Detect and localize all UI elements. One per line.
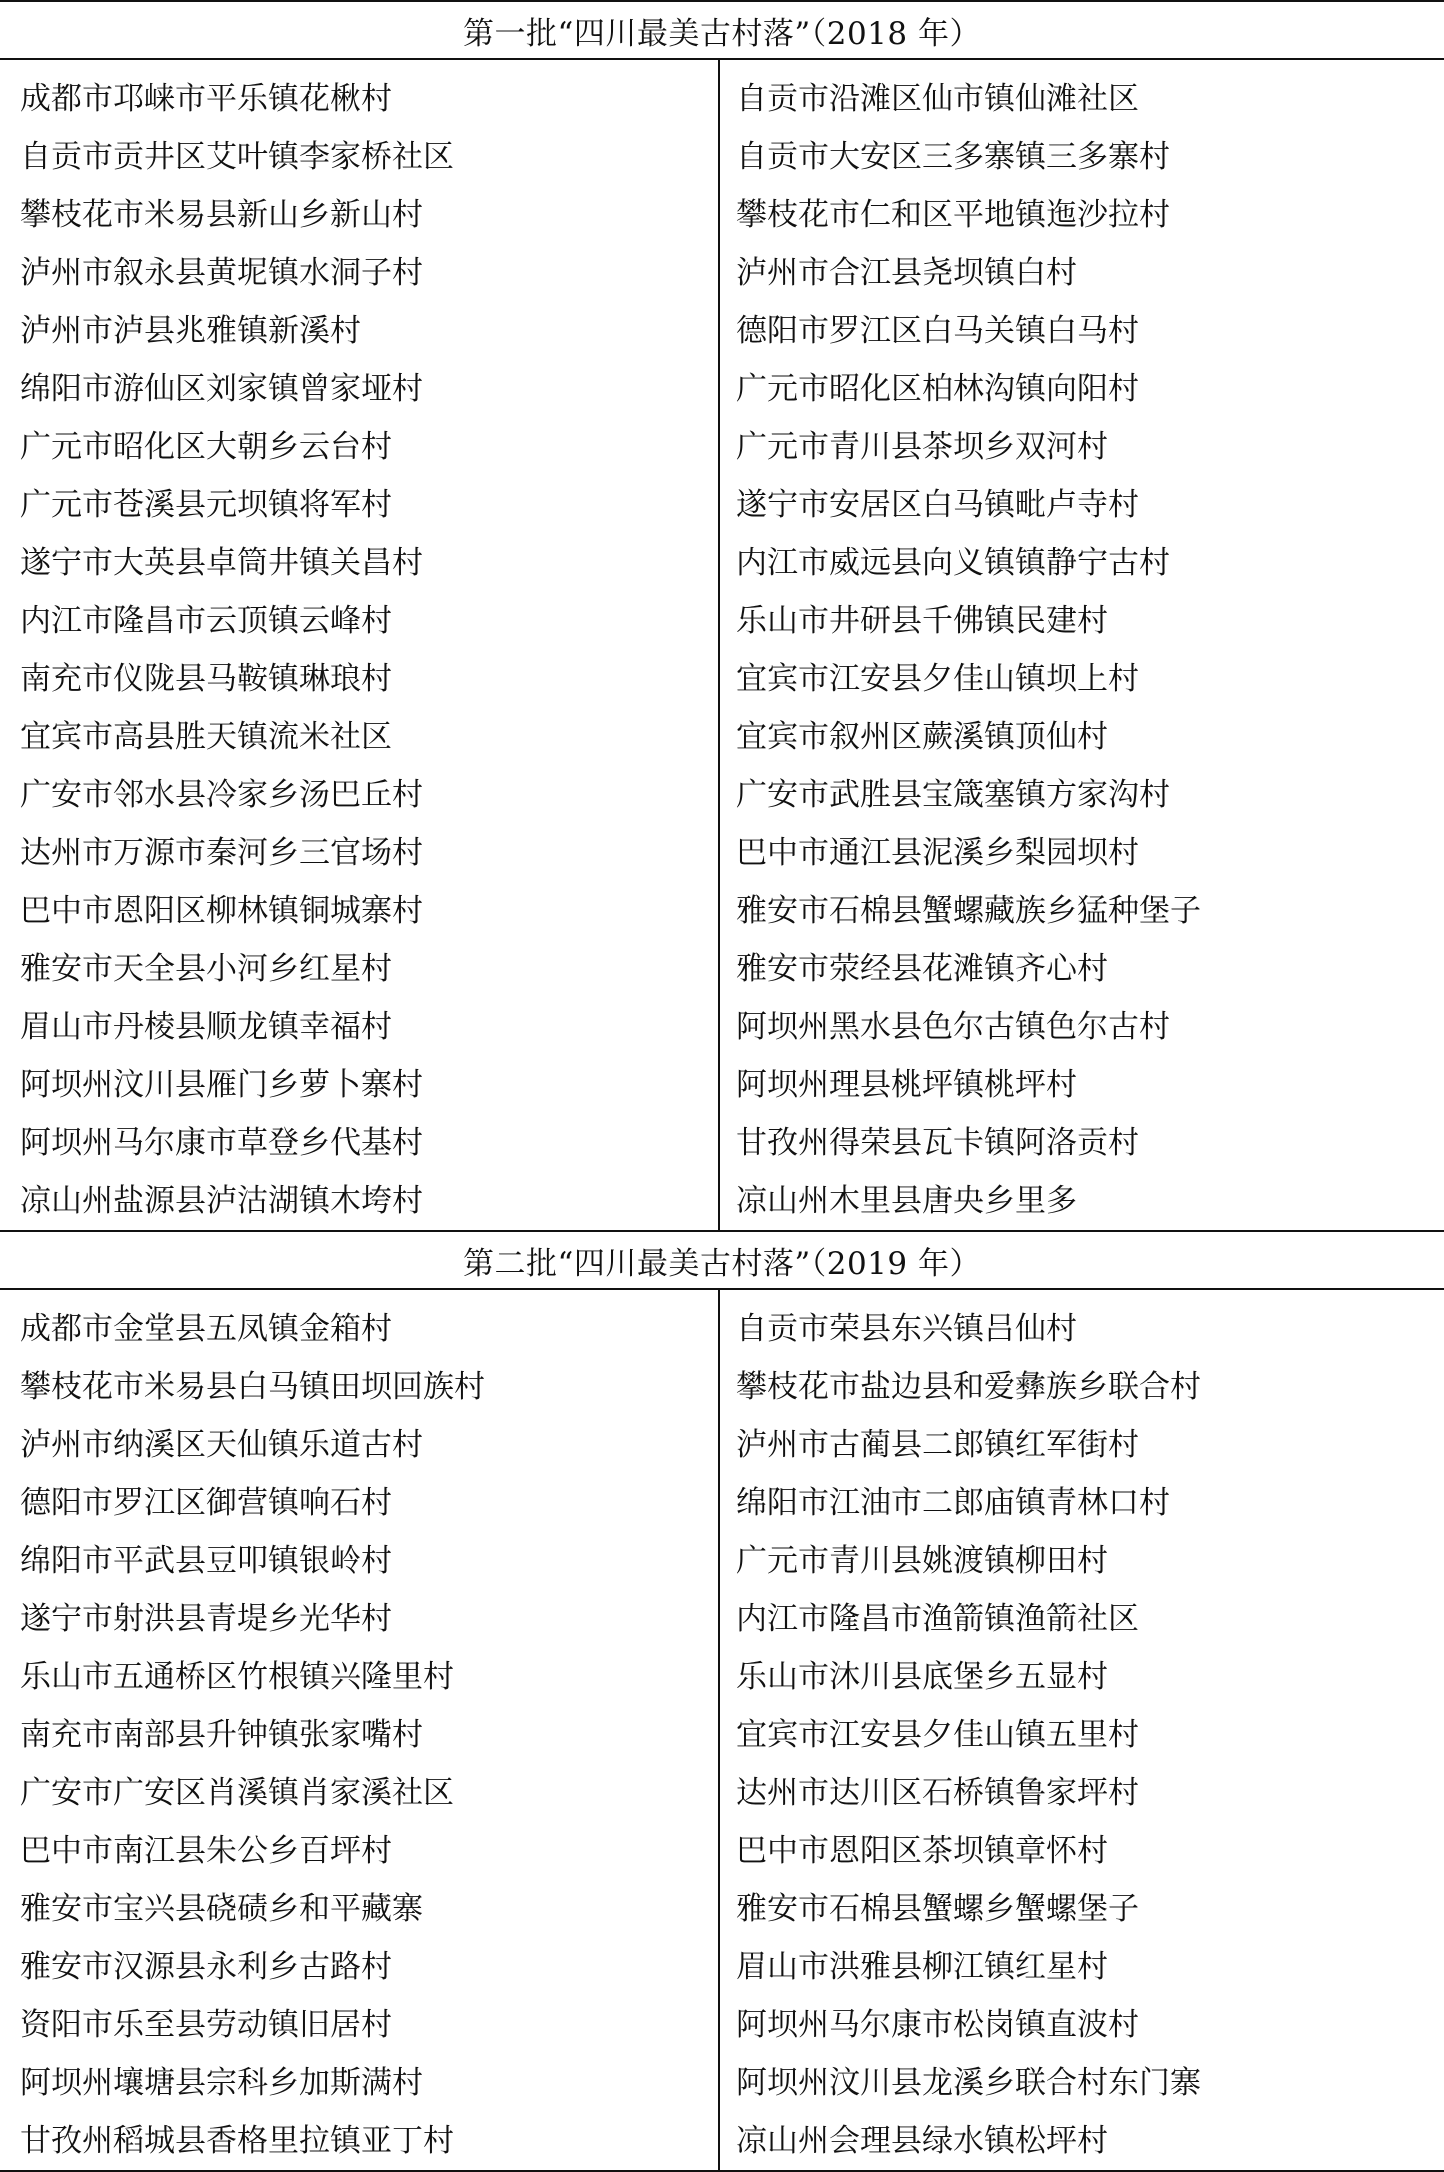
village-cell-left: 德阳市罗江区御营镇响石村 bbox=[0, 1470, 719, 1528]
village-cell-left: 遂宁市射洪县青堤乡光华村 bbox=[0, 1586, 719, 1644]
village-cell-left: 泸州市叙永县黄坭镇水洞子村 bbox=[0, 240, 719, 298]
table-row bbox=[0, 1818, 1444, 1876]
village-cell-left: 巴中市恩阳区柳林镇铜城寨村 bbox=[0, 878, 719, 936]
table-row bbox=[0, 1412, 1444, 1470]
village-cell-right: 雅安市石棉县蟹螺藏族乡猛种堡子 bbox=[736, 892, 1201, 929]
village-cell-left: 遂宁市大英县卓筒井镇关昌村 bbox=[0, 530, 719, 588]
village-cell-left: 达州市万源市秦河乡三官场村 bbox=[0, 820, 719, 878]
table-row bbox=[0, 124, 1444, 182]
village-cell-left: 攀枝花市米易县白马镇田坝回族村 bbox=[0, 1354, 719, 1412]
village-cell-right: 自贡市大安区三多寨镇三多寨村 bbox=[736, 138, 1170, 175]
village-cell-right: 德阳市罗江区白马关镇白马村 bbox=[736, 312, 1139, 349]
village-cell-right: 乐山市井研县千佛镇民建村 bbox=[736, 602, 1108, 639]
village-cell-left: 攀枝花市米易县新山乡新山村 bbox=[0, 182, 719, 240]
table-row bbox=[0, 1702, 1444, 1760]
village-cell-right: 内江市隆昌市渔箭镇渔箭社区 bbox=[736, 1600, 1139, 1637]
table-row bbox=[0, 1470, 1444, 1528]
table-row bbox=[0, 1876, 1444, 1934]
village-cell-right: 阿坝州马尔康市松岗镇直波村 bbox=[736, 2006, 1139, 2043]
village-table-body bbox=[0, 1, 1444, 2171]
village-cell-left: 雅安市天全县小河乡红星村 bbox=[0, 936, 719, 994]
village-cell-left: 泸州市泸县兆雅镇新溪村 bbox=[0, 298, 719, 356]
table-row bbox=[0, 182, 1444, 240]
village-cell-left: 南充市仪陇县马鞍镇琳琅村 bbox=[0, 646, 719, 704]
table-row bbox=[0, 414, 1444, 472]
section-title: 第二批“四川最美古村落”（2019 年） bbox=[0, 1231, 1444, 1289]
village-cell-left: 广元市苍溪县元坝镇将军村 bbox=[0, 472, 719, 530]
village-cell-right: 泸州市合江县尧坝镇白村 bbox=[736, 254, 1077, 291]
village-cell-left: 南充市南部县升钟镇张家嘴村 bbox=[0, 1702, 719, 1760]
village-cell-left: 自贡市贡井区艾叶镇李家桥社区 bbox=[0, 124, 719, 182]
village-cell-right: 攀枝花市盐边县和爱彝族乡联合村 bbox=[736, 1368, 1201, 1405]
table-row bbox=[0, 1528, 1444, 1586]
village-cell-right: 巴中市通江县泥溪乡梨园坝村 bbox=[736, 834, 1139, 871]
village-cell-right: 巴中市恩阳区茶坝镇章怀村 bbox=[736, 1832, 1108, 1869]
village-cell-left: 阿坝州壤塘县宗科乡加斯满村 bbox=[0, 2050, 719, 2108]
village-cell-right: 雅安市荥经县花滩镇齐心村 bbox=[736, 950, 1108, 987]
village-cell-right: 凉山州木里县唐央乡里多 bbox=[736, 1182, 1077, 1219]
village-cell-left: 绵阳市游仙区刘家镇曾家垭村 bbox=[0, 356, 719, 414]
table-row bbox=[0, 1760, 1444, 1818]
table-row bbox=[0, 878, 1444, 936]
table-row bbox=[0, 1644, 1444, 1702]
village-cell-left: 泸州市纳溪区天仙镇乐道古村 bbox=[0, 1412, 719, 1470]
village-cell-left: 凉山州盐源县泸沽湖镇木垮村 bbox=[0, 1168, 719, 1231]
village-cell-right: 宜宾市江安县夕佳山镇坝上村 bbox=[736, 660, 1139, 697]
table-row bbox=[0, 936, 1444, 994]
village-cell-right: 雅安市石棉县蟹螺乡蟹螺堡子 bbox=[736, 1890, 1139, 1927]
village-cell-right: 绵阳市江油市二郎庙镇青林口村 bbox=[736, 1484, 1170, 1521]
village-cell-right: 泸州市古蔺县二郎镇红军街村 bbox=[736, 1426, 1139, 1463]
section-header-row bbox=[0, 1, 1444, 59]
village-cell-right: 宜宾市江安县夕佳山镇五里村 bbox=[736, 1716, 1139, 1753]
village-cell-right: 自贡市沿滩区仙市镇仙滩社区 bbox=[736, 80, 1139, 117]
village-cell-left: 内江市隆昌市云顶镇云峰村 bbox=[0, 588, 719, 646]
table-row bbox=[0, 530, 1444, 588]
village-cell-right: 广元市青川县茶坝乡双河村 bbox=[736, 428, 1108, 465]
village-cell-right: 眉山市洪雅县柳江镇红星村 bbox=[736, 1948, 1108, 1985]
table-row bbox=[0, 240, 1444, 298]
village-cell-right: 攀枝花市仁和区平地镇迤沙拉村 bbox=[736, 196, 1170, 233]
table-row bbox=[0, 820, 1444, 878]
village-cell-left: 甘孜州稻城县香格里拉镇亚丁村 bbox=[0, 2108, 719, 2171]
village-cell-left: 广元市昭化区大朝乡云台村 bbox=[0, 414, 719, 472]
village-cell-right: 达州市达川区石桥镇鲁家坪村 bbox=[736, 1774, 1139, 1811]
table-row bbox=[0, 1110, 1444, 1168]
table-row bbox=[0, 2050, 1444, 2108]
village-cell-right: 乐山市沐川县底堡乡五显村 bbox=[736, 1658, 1108, 1695]
village-cell-left: 眉山市丹棱县顺龙镇幸福村 bbox=[0, 994, 719, 1052]
table-row bbox=[0, 994, 1444, 1052]
village-cell-right: 凉山州会理县绿水镇松坪村 bbox=[719, 2108, 1444, 2171]
village-cell-left: 巴中市南江县朱公乡百坪村 bbox=[0, 1818, 719, 1876]
village-cell-left: 雅安市汉源县永利乡古路村 bbox=[0, 1934, 719, 1992]
village-cell-right: 阿坝州汶川县龙溪乡联合村东门寨 bbox=[736, 2064, 1201, 2101]
village-cell-left: 资阳市乐至县劳动镇旧居村 bbox=[0, 1992, 719, 2050]
village-cell-left: 乐山市五通桥区竹根镇兴隆里村 bbox=[0, 1644, 719, 1702]
table-row bbox=[0, 1934, 1444, 1992]
table-row bbox=[0, 59, 1444, 124]
table-row bbox=[0, 704, 1444, 762]
section-header-row bbox=[0, 1231, 1444, 1289]
village-cell-left: 绵阳市平武县豆叩镇银岭村 bbox=[0, 1528, 719, 1586]
village-cell-right: 宜宾市叙州区蕨溪镇顶仙村 bbox=[736, 718, 1108, 755]
table-row bbox=[0, 1168, 1444, 1231]
village-cell-left: 阿坝州汶川县雁门乡萝卜寨村 bbox=[0, 1052, 719, 1110]
village-cell-right: 阿坝州理县桃坪镇桃坪村 bbox=[736, 1066, 1077, 1103]
table-row bbox=[0, 1586, 1444, 1644]
table-row bbox=[0, 1354, 1444, 1412]
village-cell-left: 成都市邛崃市平乐镇花楸村 bbox=[0, 59, 719, 124]
village-cell-right: 自贡市荣县东兴镇吕仙村 bbox=[736, 1310, 1077, 1347]
table-row bbox=[0, 762, 1444, 820]
village-cell-left: 广安市邻水县冷家乡汤巴丘村 bbox=[0, 762, 719, 820]
village-cell-right: 遂宁市安居区白马镇毗卢寺村 bbox=[736, 486, 1139, 523]
village-cell-left: 成都市金堂县五凤镇金箱村 bbox=[0, 1289, 719, 1354]
table-row bbox=[0, 588, 1444, 646]
village-cell-right: 广安市武胜县宝箴塞镇方家沟村 bbox=[736, 776, 1170, 813]
village-cell-right: 内江市威远县向义镇镇静宁古村 bbox=[736, 544, 1170, 581]
village-cell-left: 雅安市宝兴县硗碛乡和平藏寨 bbox=[0, 1876, 719, 1934]
village-cell-right: 广元市昭化区柏林沟镇向阳村 bbox=[736, 370, 1139, 407]
village-cell-left: 广安市广安区肖溪镇肖家溪社区 bbox=[0, 1760, 719, 1818]
table-row bbox=[0, 356, 1444, 414]
table-row bbox=[0, 1992, 1444, 2050]
table-row bbox=[0, 472, 1444, 530]
village-cell-left: 阿坝州马尔康市草登乡代基村 bbox=[0, 1110, 719, 1168]
table-row bbox=[0, 298, 1444, 356]
table-row bbox=[0, 2108, 1444, 2171]
table-row bbox=[0, 646, 1444, 704]
village-cell-left: 宜宾市高县胜天镇流米社区 bbox=[0, 704, 719, 762]
table-row bbox=[0, 1289, 1444, 1354]
table-row bbox=[0, 1052, 1444, 1110]
village-cell-right: 广元市青川县姚渡镇柳田村 bbox=[736, 1542, 1108, 1579]
section-title: 第一批“四川最美古村落”（2018 年） bbox=[0, 1, 1444, 59]
village-cell-right: 阿坝州黑水县色尔古镇色尔古村 bbox=[736, 1008, 1170, 1045]
village-cell-right: 甘孜州得荣县瓦卡镇阿洛贡村 bbox=[736, 1124, 1139, 1161]
